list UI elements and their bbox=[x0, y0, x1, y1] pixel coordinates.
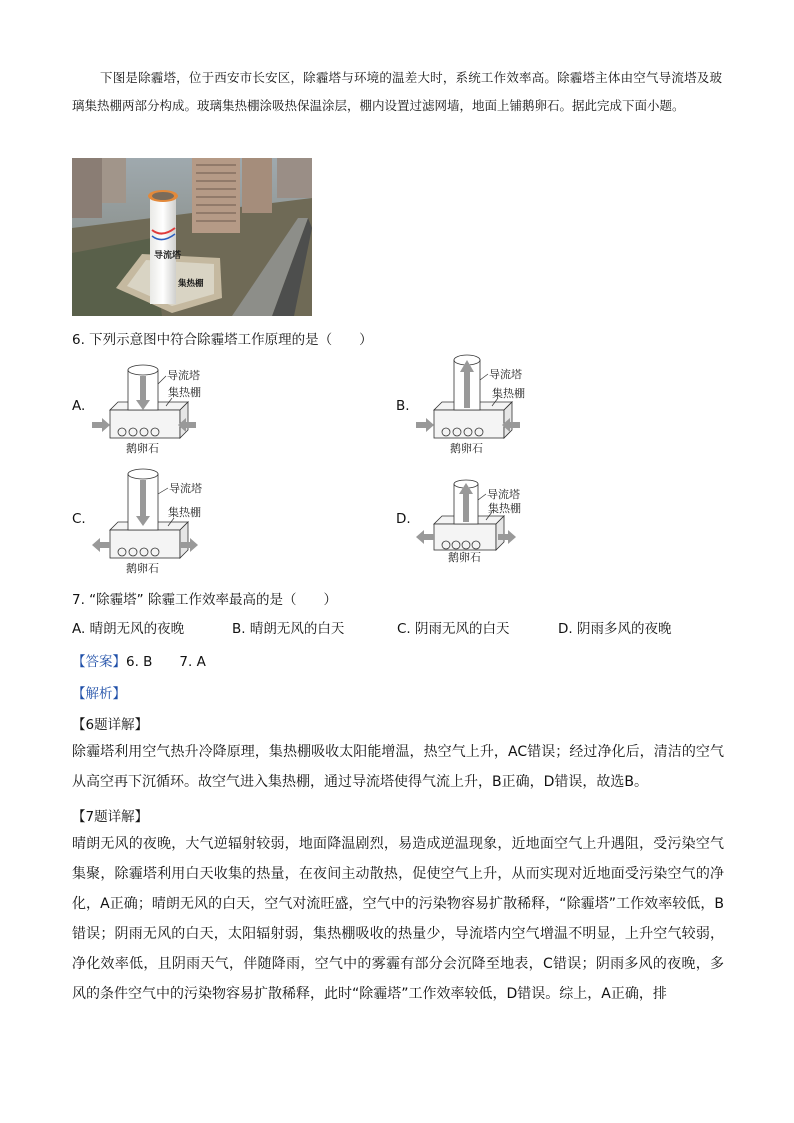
option-b-tower-label: 导流塔 bbox=[489, 368, 522, 381]
tower-photo-drawing bbox=[72, 158, 312, 316]
option-c-letter: C. bbox=[72, 511, 86, 527]
q7-choice-d: D. 阴雨多风的夜晚 bbox=[558, 621, 672, 637]
option-d-stones-label: 鹅卵石 bbox=[448, 551, 481, 564]
diagram-option-b bbox=[412, 350, 542, 457]
detail-6-text: 除霾塔利用空气热升冷降原理，集热棚吸收太阳能增温，热空气上升，AC错误；经过净化后，清洁的空气从高空再下沉循环。故空气进入集热棚，通过导流塔使得气流上升，B正确，D错误，故选B。 bbox=[72, 744, 724, 790]
option-c-shed-label: 集热棚 bbox=[168, 506, 201, 519]
answer-tag: 【答案】 bbox=[72, 654, 126, 670]
tower-photo bbox=[72, 158, 312, 316]
diagram-option-d bbox=[412, 474, 542, 569]
option-a-tower-label: 导流塔 bbox=[167, 369, 200, 382]
diagram-option-a bbox=[88, 362, 218, 457]
option-a-shed-label: 集热棚 bbox=[168, 386, 201, 399]
detail-6-tag: 【6题详解】 bbox=[72, 717, 149, 733]
option-a-stones-label: 鹅卵石 bbox=[126, 442, 159, 455]
q6-stem: 6. 下列示意图中符合除霾塔工作原理的是（ ） bbox=[72, 332, 373, 348]
detail-7-tag: 【7题详解】 bbox=[72, 809, 149, 825]
intro-paragraph: 下图是除霾塔，位于西安市长安区，除霾塔与环境的温差大时，系统工作效率高。除霾塔主体由空气导流塔及玻璃集热棚两部分构成。玻璃集热棚涂吸热保温涂层，棚内设置过滤网墙，地面上铺鹅卵石。据此完成下面小题。 bbox=[72, 70, 722, 113]
answer-line bbox=[72, 650, 206, 670]
detail-7-text: 晴朗无风的夜晚，大气逆辐射较弱，地面降温剧烈，易造成逆温现象，近地面空气上升遇阻，受污染空气集聚，除霾塔利用白天收集的热量，在夜间主动散热，促使空气上升，从而实现对近地面受污染空气的净化，A正确；晴朗无风的白天，空气对流旺盛，空气中的污染物容易扩散稀释，“除霾塔”工作效率较低，B错误；阴雨无风的白天，太阳辐射弱，集热棚吸收的热量少，导流塔内空气增温不明显，上升空气较弱，净化效率低，且阴雨天气，伴随降雨，空气中的雾霾有部分会沉降至地表，C错误；阴雨多风的夜晚，多风的条件空气中的污染物容易扩散稀释，此时“除霾塔”工作效率较低，D错误。综上，A正确，排 bbox=[72, 836, 724, 1002]
option-c-tower-label: 导流塔 bbox=[169, 482, 202, 495]
option-a-letter: A. bbox=[72, 398, 86, 414]
diagram-option-c bbox=[88, 466, 218, 576]
photo-tower-label: 导流塔 bbox=[154, 251, 182, 261]
q7-choice-b: B. 晴朗无风的白天 bbox=[232, 621, 345, 637]
analysis-tag: 【解析】 bbox=[72, 686, 126, 702]
option-b-stones-label: 鹅卵石 bbox=[450, 442, 483, 455]
photo-shed-label: 集热棚 bbox=[178, 279, 204, 289]
option-c-stones-label: 鹅卵石 bbox=[126, 562, 159, 575]
option-d-letter: D. bbox=[396, 511, 411, 527]
option-d-shed-label: 集热棚 bbox=[488, 502, 521, 515]
option-d-tower-label: 导流塔 bbox=[487, 488, 520, 501]
option-b-shed-label: 集热棚 bbox=[492, 387, 525, 400]
option-b-letter: B. bbox=[396, 398, 410, 414]
q7-choice-c: C. 阴雨无风的白天 bbox=[397, 621, 510, 637]
q7-choice-a: A. 晴朗无风的夜晚 bbox=[72, 621, 185, 637]
answer-text: 6. B 7. A bbox=[126, 654, 206, 670]
q7-stem: 7. “除霾塔” 除霾工作效率最高的是（ ） bbox=[72, 592, 337, 608]
